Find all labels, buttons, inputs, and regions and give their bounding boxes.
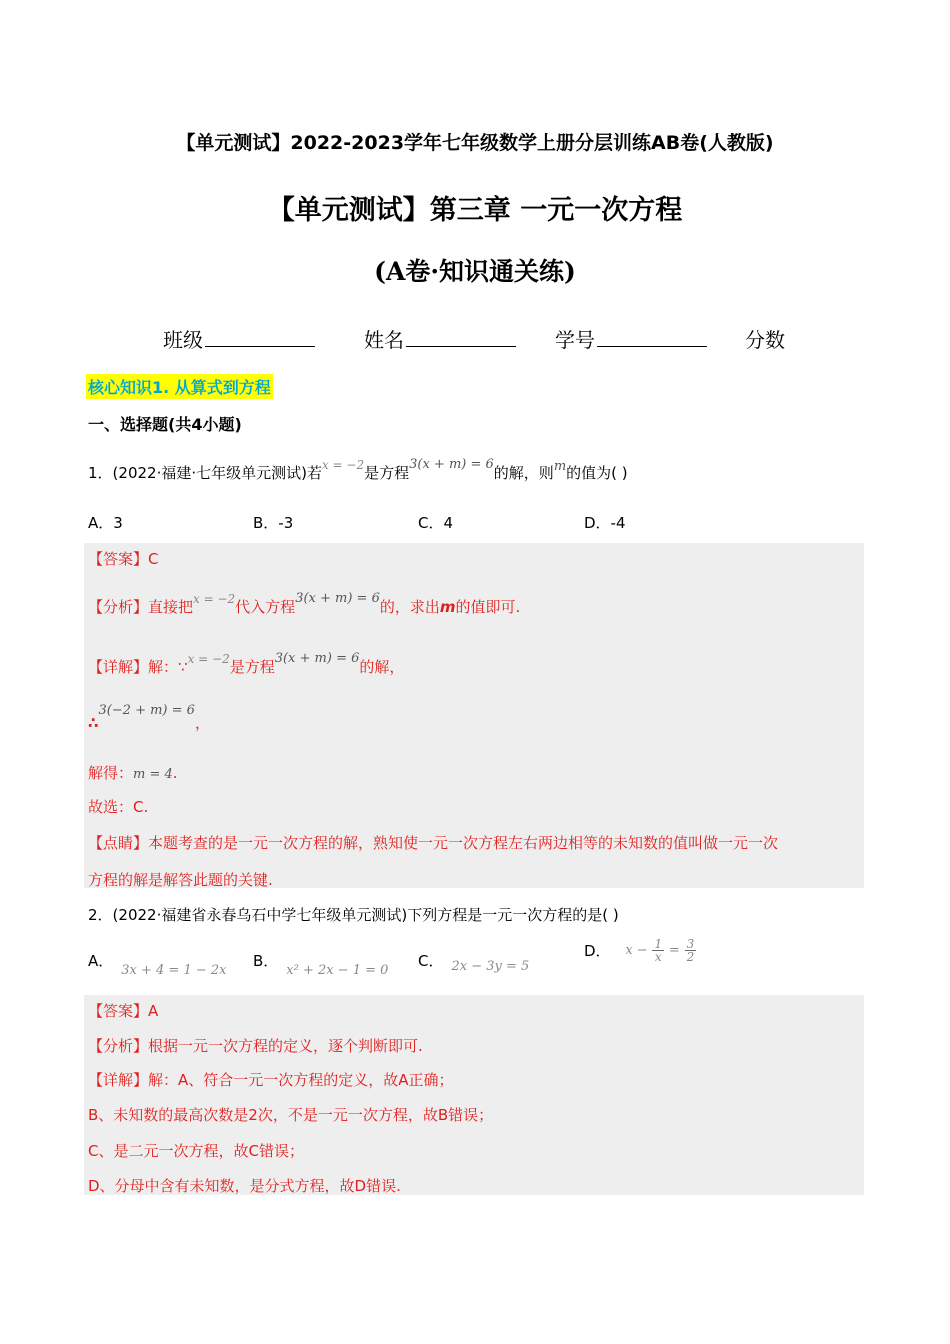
q1-solve — [88, 762, 178, 783]
q2-option-b-label: B． — [253, 952, 279, 970]
q2-option-b-math: x² + 2x − 1 = 0 — [286, 963, 389, 978]
q2-frac2-num: 3 — [686, 937, 695, 951]
q2-analysis: 【分析】根据一元一次方程的定义，逐个判断即可. — [88, 1037, 423, 1055]
q1-option-c: C．4 — [418, 514, 454, 532]
q1-step-comma: ， — [194, 714, 210, 732]
q1-analysis-tag: 【分析】 — [88, 598, 149, 616]
q2-detail-3: C、是二元一次方程，故C错误； — [88, 1142, 304, 1160]
q2-option-d-label: D． — [584, 942, 611, 960]
q2-option-d-x: x − — [625, 943, 648, 958]
q1-math-m: m — [553, 459, 567, 474]
q1-analysis-c: 的，求出 — [379, 598, 440, 616]
question-2-stem: 2．(2022·福建省永春乌石中学七年级单元测试)下列方程是一元一次方程的是( ) — [88, 906, 619, 924]
core-knowledge-heading: 核心知识1. 从算式到方程 — [86, 374, 273, 399]
student-id-blank — [597, 328, 707, 347]
q2-detail-4: D、分母中含有未知数，是分式方程，故D错误. — [88, 1177, 401, 1195]
q2-option-b — [253, 950, 389, 978]
q1-mid2: 的解，则 — [493, 464, 554, 482]
document-title: 【单元测试】2022-2023学年七年级数学上册分层训练AB卷(人教版) — [176, 132, 774, 154]
q2-answer-box — [84, 995, 864, 1195]
q1-choose: 故选：C. — [88, 798, 149, 816]
q1-analysis-d: 的值即可. — [455, 598, 521, 616]
q1-prefix: 1．(2022·福建·七年级单元测试)若 — [88, 464, 322, 482]
q1-solve-label: 解得： — [88, 764, 134, 782]
q2-option-a — [88, 950, 227, 978]
q1-detail-c: 的解， — [359, 658, 405, 676]
student-id-label: 学号 — [555, 328, 595, 352]
q2-option-d-frac1 — [652, 938, 664, 963]
class-field — [163, 324, 315, 353]
section-title: 一、选择题(共4小题) — [88, 415, 242, 434]
name-label: 姓名 — [364, 328, 404, 352]
q1-remark-line2: 方程的解是解答此题的关键. — [88, 871, 273, 889]
q1-detail-b: 是方程 — [229, 658, 275, 676]
score-field — [745, 324, 785, 353]
q2-frac2-den: 2 — [686, 950, 695, 964]
q1-analysis-b: 代入方程 — [235, 598, 296, 616]
class-blank — [205, 328, 315, 347]
question-1-stem — [88, 457, 628, 483]
q1-option-b: B．-3 — [253, 514, 294, 532]
q2-answer: 【答案】A — [88, 1002, 159, 1020]
q2-frac1-den: x — [654, 950, 662, 964]
name-field — [364, 324, 516, 353]
score-label: 分数 — [745, 328, 785, 352]
q1-detail-tag: 【详解】 — [88, 658, 149, 676]
q2-option-c — [418, 950, 530, 974]
q1-remark-line1: 本题考查的是一元一次方程的解，熟知使一元一次方程左右两边相等的未知数的值叫做一元一次 — [148, 834, 779, 852]
q2-option-a-math: 3x + 4 = 1 − 2x — [121, 963, 227, 978]
q1-math-x: x = −2 — [321, 458, 365, 472]
student-id-field — [555, 324, 707, 353]
q2-option-d-eq: = — [668, 943, 680, 958]
chapter-title: 【单元测试】第三章 一元一次方程 — [267, 195, 683, 226]
q2-detail-2: B、未知数的最高次数是2次，不是一元一次方程，故B错误； — [88, 1106, 494, 1124]
q1-solve-end: . — [172, 764, 178, 782]
q1-remark-tag: 【点睛】 — [88, 834, 149, 852]
q2-option-c-label: C． — [418, 952, 444, 970]
q1-analysis-m: m — [439, 598, 456, 616]
name-blank — [406, 328, 516, 347]
q1-detail-a: 解：∵ — [148, 658, 188, 676]
q2-detail-1: 【详解】解：A、符合一元一次方程的定义，故A正确； — [88, 1071, 454, 1089]
q1-analysis-math-x: x = −2 — [193, 592, 236, 606]
q1-answer: 【答案】C — [88, 550, 159, 568]
q1-solve-eq: m = 4 — [133, 767, 173, 782]
q2-option-d — [584, 938, 696, 963]
q2-option-d-frac2 — [685, 938, 697, 963]
q1-suffix: 的值为( ) — [566, 464, 628, 482]
q2-option-c-math: 2x − 3y = 5 — [451, 959, 530, 974]
q1-option-a: A．3 — [88, 514, 123, 532]
class-label: 班级 — [163, 328, 203, 352]
therefore-symbol: ∴ — [88, 714, 99, 732]
q1-detail-math-eq: 3(x + m) = 6 — [274, 651, 360, 666]
q1-analysis-math-eq: 3(x + m) = 6 — [295, 591, 380, 606]
q1-mid1: 是方程 — [364, 464, 410, 482]
q1-detail — [88, 651, 405, 677]
q1-option-d: D．-4 — [584, 514, 626, 532]
q1-detail-math-x: x = −2 — [187, 652, 230, 666]
q1-analysis — [88, 591, 521, 617]
q1-remark — [88, 832, 778, 853]
q2-frac1-num: 1 — [654, 937, 663, 951]
q1-math-eq: 3(x + m) = 6 — [409, 457, 494, 472]
q1-step-eq: 3(−2 + m) = 6 — [98, 703, 195, 718]
paper-subtitle: (A卷·知识通关练) — [374, 257, 576, 286]
q1-analysis-a: 直接把 — [148, 598, 194, 616]
q2-option-a-label: A． — [88, 952, 114, 970]
q1-step — [88, 703, 210, 733]
